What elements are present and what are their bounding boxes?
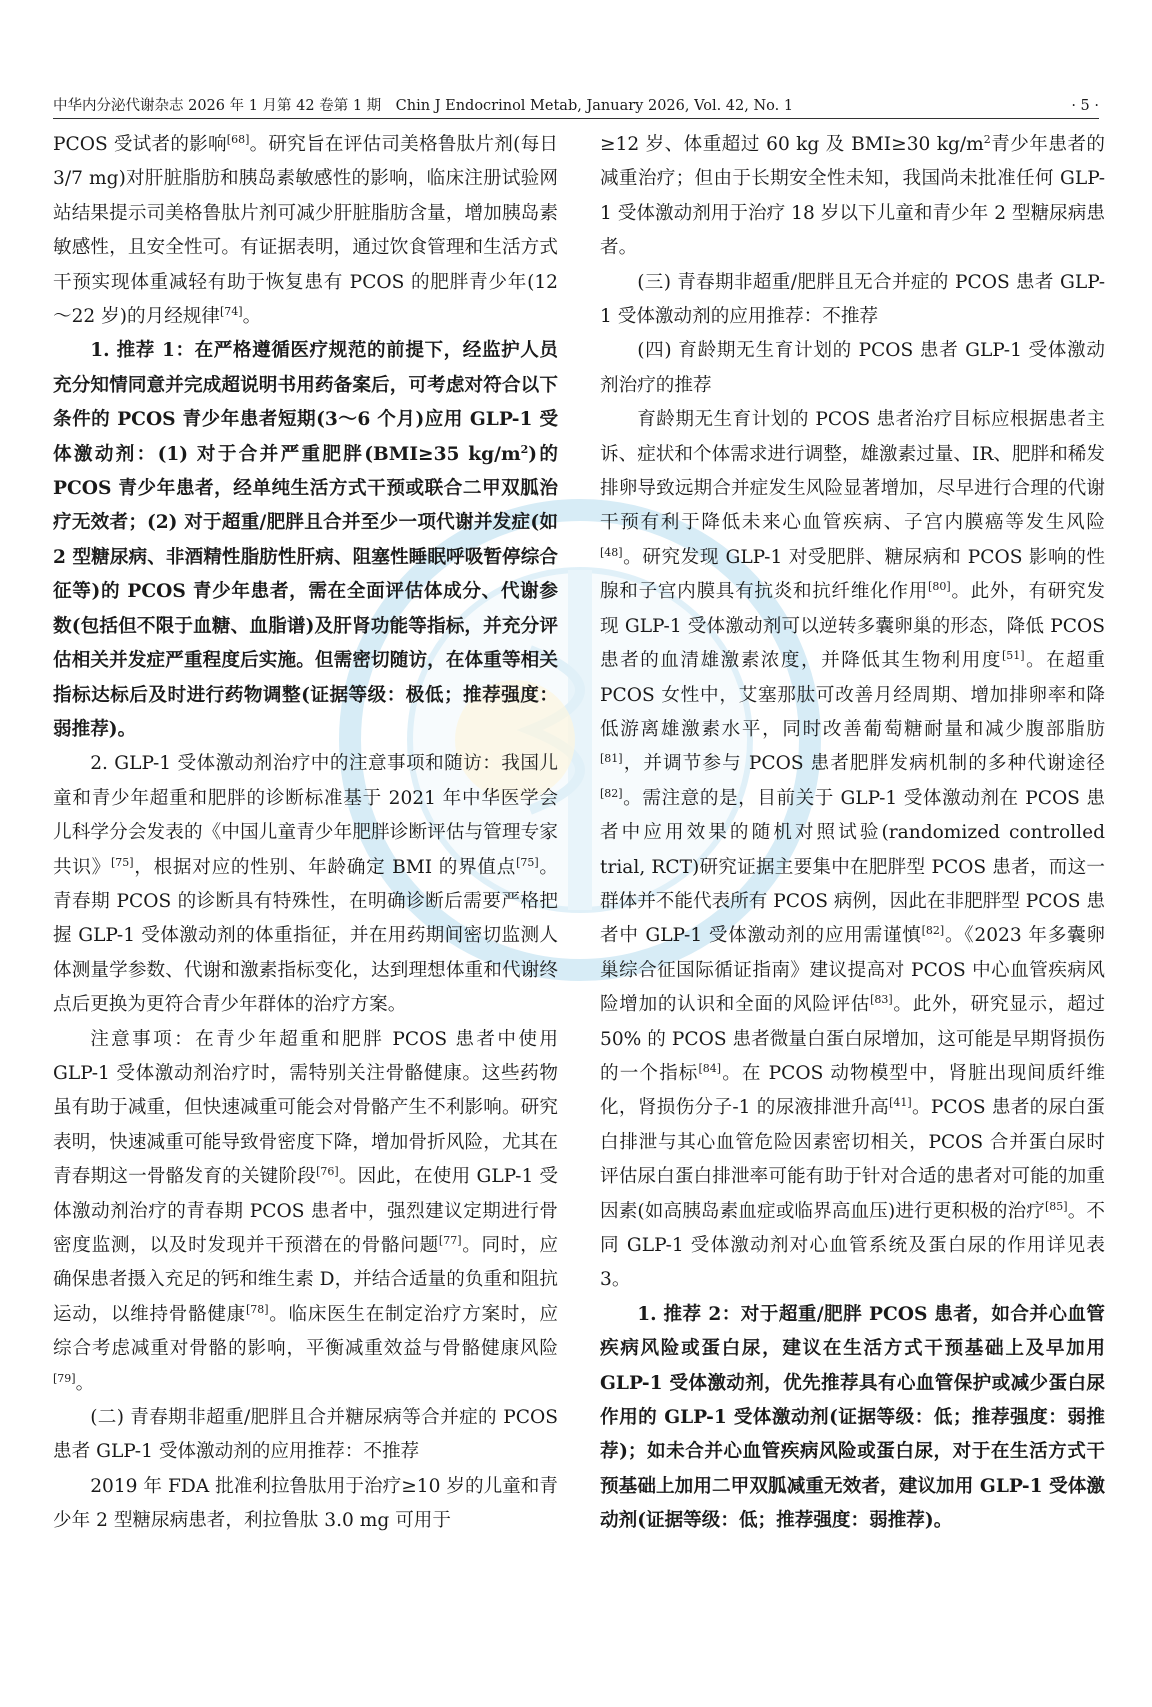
text-run: 注意事项：在青少年超重和肥胖 PCOS 患者中使用 GLP-1 受体激动剂治疗时，需特别关注骨骼健康。这些药物虽有助于减重，但快速减重可能会对骨骼产生不利影响。研究表明，快速减重可能导致骨密度下降，增加骨折风险，尤其在青春期这一骨骼发育的关键阶段 [53, 1028, 558, 1188]
text-run: ≥12 岁、体重超过 60 kg 及 BMI≥30 kg/m [600, 134, 984, 155]
text-run: (四) 育龄期无生育计划的 PCOS 患者 GLP-1 受体激动剂治疗的推荐 [600, 340, 1105, 396]
citation-ref: [41] [889, 1096, 912, 1110]
citation-ref: [82] [921, 924, 945, 938]
citation-ref: [75] [516, 855, 539, 869]
text-run: 。此外，有研究发现 GLP-1 受体激动剂可以逆转多囊卵巢的形态，降低 PCOS 患者的血清雄激素浓度，并降低其生物利用度 [600, 581, 1105, 672]
citation-ref: [77] [438, 1233, 462, 1247]
text-run: 1. 推荐 2：对于超重/肥胖 PCOS 患者，如合并心血管疾病风险或蛋白尿，建议在生活方式干预基础上及早加用 GLP-1 受体激动剂，优先推荐具有心血管保护或减少蛋白尿作用的 GLP-1 受体激动剂(证据等级：低；推荐强度：弱推荐)；如未合并心血管疾病风险或蛋白尿，对于在生活方式干预基础上加用二甲双胍减重无效者，建议加用 GLP-1 受体激动剂(证据等级：低；推荐强度：弱推荐)。 [600, 1303, 1105, 1532]
journal-citation: 中华内分泌代谢杂志 2026 年 1 月第 42 卷第 1 期 Chin J Endocrinol Metab, January 2026, Vol. 42, No. 1 [53, 98, 794, 114]
paragraph [53, 1470, 558, 1539]
citation-ref: [68] [226, 132, 250, 146]
text-run: 。 [75, 1372, 95, 1394]
citation-ref: [80] [928, 580, 951, 594]
text-run: (三) 青春期非超重/肥胖且无合并症的 PCOS 患者 GLP-1 受体激动剂的应用推荐：不推荐 [600, 271, 1105, 328]
citation-ref: [81] [600, 752, 623, 766]
paragraph [53, 1401, 558, 1470]
citation-ref: [84] [698, 1061, 722, 1075]
paragraph [53, 1023, 558, 1401]
citation-ref: [76] [316, 1165, 339, 1178]
text-run: 。研究发现 GLP-1 对受肥胖、糖尿病和 PCOS 影响的性腺和子宫内膜具有抗炎和抗纤维化作用 [600, 546, 1105, 603]
text-run: 。研究旨在评估司美格鲁肽片剂(每日 3/7 mg)对肝脏脂肪和胰岛素敏感性的影响，临床注册试验网站结果提示司美格鲁肽片剂可减少肝脏脂肪含量，增加胰岛素敏感性，且安全性可。有证据表明，通过饮食管理和生活方式干预实现体重减轻有助于恢复患有 PCOS 的肥胖青少年(12～22 岁)的月经规律 [53, 134, 558, 328]
text-run: 青少年患者的减重治疗；但由于长期安全性未知，我国尚未批准任何 GLP-1 受体激动剂用于治疗 18 岁以下儿童和青少年 2 型糖尿病患者。 [600, 134, 1105, 259]
paragraph [600, 266, 1105, 335]
text-run: 。PCOS 患者的尿白蛋白排泄与其心血管危险因素密切相关，PCOS 合并蛋白尿时评估尿白蛋白排泄率可能有助于针对合适的患者对可能的加重因素(如高胰岛素血症或临界高血压)进行更积极的治疗 [600, 1097, 1105, 1222]
text-run: 。 [242, 306, 262, 328]
text-run: 2. GLP-1 受体激动剂治疗中的注意事项和随访：我国儿童和青少年超重和肥胖的诊断标准基于 2021 年中华医学会儿科学分会发表的《中国儿童青少年肥胖诊断评估与管理专家共识》 [53, 753, 558, 878]
text-run: 。在超重 PCOS 女性中，艾塞那肽可改善月经周期、增加排卵率和降低游离雄激素水平，同时改善葡萄糖耐量和减少腹部脂肪 [600, 650, 1105, 740]
citation-ref: [83] [870, 992, 893, 1006]
text-run: 。因此，在使用 GLP-1 受体激动剂治疗的青春期 PCOS 患者中，强烈建议定期进行骨密度监测，以及时发现并干预潜在的骨骼问题 [53, 1166, 558, 1256]
citation-ref: [51] [1001, 648, 1025, 662]
citation-ref: 2 [983, 132, 991, 146]
paragraph [53, 128, 558, 334]
paragraph [600, 1298, 1105, 1539]
paragraph [53, 334, 558, 747]
text-run: 1. 推荐 1：在严格遵循医疗规范的前提下，经监护人员充分知情同意并完成超说明书用药备案后，可考虑对符合以下条件的 PCOS 青少年患者短期(3～6 个月)应用 GLP-1 受体激动剂：(1) 对于合并严重肥胖(BMI≥35 kg/m [53, 340, 558, 465]
text-run: 。不同 GLP-1 受体激动剂对心血管系统及蛋白尿的作用详见表 3。 [600, 1200, 1105, 1291]
running-header [53, 96, 1099, 119]
citation-ref: [74] [219, 304, 243, 318]
paragraph [600, 403, 1105, 1298]
paragraph [600, 334, 1105, 403]
page-number: · 5 · [1071, 98, 1099, 114]
text-run: PCOS 受试者的影响 [53, 134, 227, 155]
text-run: )的 PCOS 青少年患者，经单纯生活方式干预或联合二甲双胍治疗无效者；(2) 对于超重/肥胖且合并至少一项代谢并发症(如 2 型糖尿病、非酒精性脂肪性肝病、阻塞性睡眠呼吸暂停综合征等)的 PCOS 青少年患者，需在全面评估体成分、代谢参数(包括但不限于血糖、血脂谱)及肝肾功能等指标，并充分评估相关并发症严重程度后实施。但需密切随访，在体重等相关指标达标后及时进行药物调整(证据等级：极低；推荐强度：弱推荐)。 [53, 443, 558, 740]
citation-ref: [82] [600, 786, 623, 800]
paragraph [53, 747, 558, 1022]
text-run: 。在 PCOS 动物模型中，肾脏出现间质纤维化，肾损伤分子-1 的尿液排泄升高 [600, 1062, 1105, 1119]
citation-ref: 2 [520, 442, 529, 456]
text-run: 育龄期无生育计划的 PCOS 患者治疗目标应根据患者主诉、症状和个体需求进行调整，雄激素过量、IR、肥胖和稀发排卵导致远期合并症发生风险显著增加，尽早进行合理的代谢干预有利于降低未来心血管疾病、子宫内膜癌等发生风险 [600, 409, 1105, 534]
citation-ref: [78] [245, 1302, 269, 1316]
text-run: (二) 青春期非超重/肥胖且合并糖尿病等合并症的 PCOS 患者 GLP-1 受体激动剂的应用推荐：不推荐 [53, 1407, 558, 1463]
left-column [53, 128, 558, 1539]
text-run: 。此外，研究显示，超过 50% 的 PCOS 患者微量白蛋白尿增加，这可能是早期肾损伤的一个指标 [600, 994, 1105, 1084]
citation-ref: [79] [53, 1371, 76, 1385]
text-run: 。同时，应确保患者摄入充足的钙和维生素 D，并结合适量的负重和阻抗运动，以维持骨骼健康 [53, 1235, 558, 1325]
text-run: 。临床医生在制定治疗方案时，应综合考虑减重对骨骼的影响，平衡减重效益与骨骼健康风险 [53, 1303, 558, 1360]
citation-ref: [85] [1044, 1199, 1068, 1213]
paragraph [600, 128, 1105, 266]
text-run: 。青春期 PCOS 的诊断具有特殊性，在明确诊断后需要严格把握 GLP-1 受体激动剂的体重指征，并在用药期间密切监测人体测量学参数、代谢和激素指标变化，达到理想体重和代谢终点后更换为更符合青少年群体的治疗方案。 [53, 856, 558, 1016]
text-run: 。《2023 年多囊卵巢综合征国际循证指南》建议提高对 PCOS 中心血管疾病风险增加的认识和全面的风险评估 [600, 925, 1105, 1016]
text-run: ，根据对应的性别、年龄确定 BMI 的界值点 [133, 856, 517, 878]
text-run: 2019 年 FDA 批准利拉鲁肽用于治疗≥10 岁的儿童和青少年 2 型糖尿病患者，利拉鲁肽 3.0 mg 可用于 [53, 1475, 558, 1532]
citation-ref: [48] [600, 545, 623, 559]
citation-ref: [75] [110, 855, 134, 869]
text-run: 。需注意的是，目前关于 GLP-1 受体激动剂在 PCOS 患者中应用效果的随机对照试验(randomized controlled trial, RCT)研究证据主要集中在肥胖型 PCOS 患者，而这一群体并不能代表所有 PCOS 病例，因此在非肥胖型 PCOS 患者中 GLP-1 受体激动剂的应用需谨慎 [600, 787, 1105, 947]
right-column [600, 128, 1105, 1539]
text-run: ，并调节参与 PCOS 患者肥胖发病机制的多种代谢途径 [622, 753, 1105, 775]
